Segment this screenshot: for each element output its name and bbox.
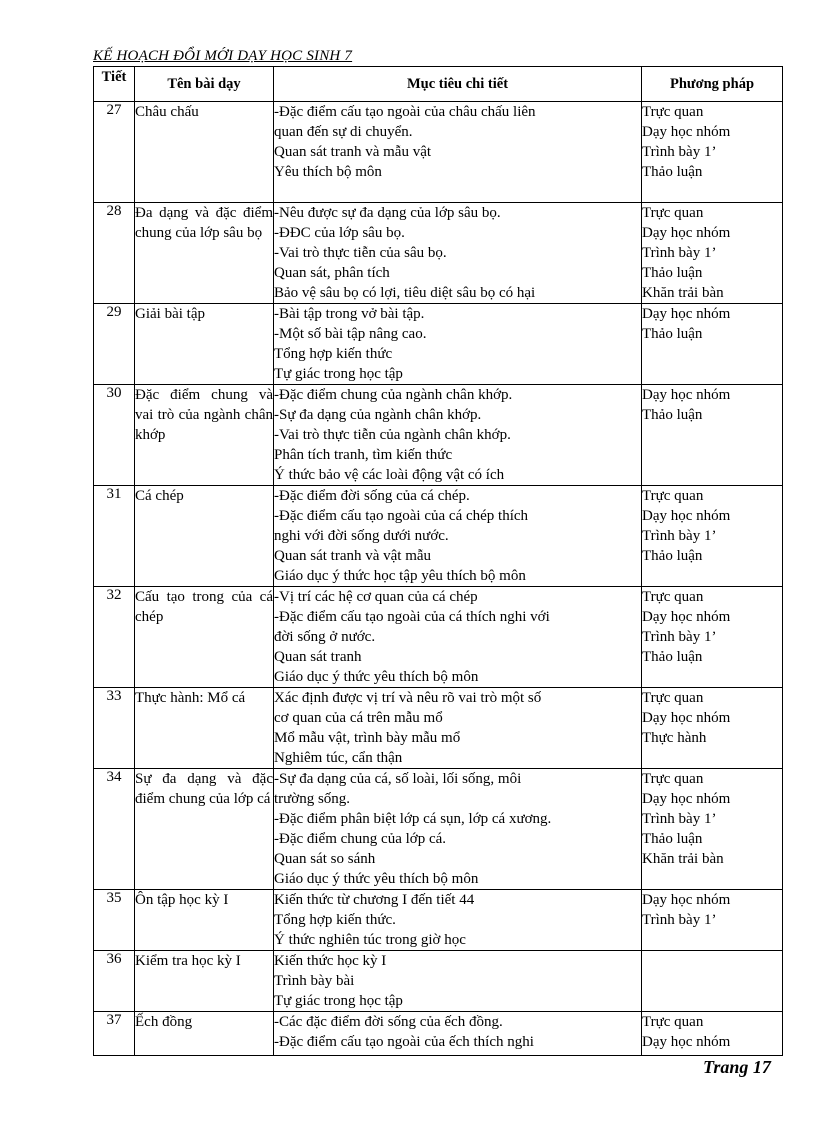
cell-ten-bai-day xyxy=(135,304,274,385)
cell-ten-bai-day xyxy=(135,587,274,688)
objective-line: -Đặc điểm đời sống của cá chép. xyxy=(274,488,470,504)
method-line: Trình bày 1’ xyxy=(642,912,717,928)
objective-line: -Sự đa dạng của cá, số loài, lối sống, môi xyxy=(274,771,522,787)
objective-line: -Đặc điểm phân biệt lớp cá sụn, lớp cá xương. xyxy=(274,811,552,827)
objective-line: Quan sát, phân tích xyxy=(274,265,390,281)
objective-line: Xác định được vị trí và nêu rõ vai trò một số xyxy=(274,690,542,706)
method-line: Thảo luận xyxy=(642,164,703,180)
cell-muc-tieu xyxy=(274,385,642,486)
cell-phuong-phap xyxy=(642,304,783,385)
objective-line: Tổng hợp kiến thức xyxy=(274,346,393,362)
cell-muc-tieu xyxy=(274,769,642,890)
method-line: Dạy học nhóm xyxy=(642,124,731,140)
cell-muc-tieu xyxy=(274,1012,642,1056)
lesson-name: Châu chấu xyxy=(135,104,199,120)
cell-phuong-phap xyxy=(642,203,783,304)
objective-line: Giáo dục ý thức yêu thích bộ môn xyxy=(274,669,479,685)
objective-line: nghi với đời sống dưới nước. xyxy=(274,528,449,544)
method-line: Thảo luận xyxy=(642,407,703,423)
cell-tiet: 27 xyxy=(94,102,135,203)
objective-line: -Các đặc điểm đời sống của ếch đồng. xyxy=(274,1014,503,1030)
method-line: Khăn trải bàn xyxy=(642,285,724,301)
objective-line: Ý thức nghiên túc trong giờ học xyxy=(274,932,466,948)
lesson-name: Thực hành: Mổ cá xyxy=(135,690,246,706)
cell-muc-tieu xyxy=(274,890,642,951)
cell-ten-bai-day xyxy=(135,769,274,890)
lesson-name: Sự đa dạng và đặc điểm chung của lớp cá xyxy=(135,771,273,807)
table-row xyxy=(94,385,783,486)
objective-line: -Đặc điểm cấu tạo ngoài của cá chép thích xyxy=(274,508,529,524)
objective-line: Giáo dục ý thức học tập yêu thích bộ môn xyxy=(274,568,526,584)
method-line: Trình bày 1’ xyxy=(642,144,717,160)
cell-ten-bai-day xyxy=(135,1012,274,1056)
objective-line: Bảo vệ sâu bọ có lợi, tiêu diệt sâu bọ có hại xyxy=(274,285,536,301)
cell-muc-tieu xyxy=(274,587,642,688)
method-line: Thảo luận xyxy=(642,831,703,847)
cell-muc-tieu xyxy=(274,102,642,203)
cell-tiet: 31 xyxy=(94,486,135,587)
header-tiet: Tiết xyxy=(94,67,135,102)
method-line: Trực quan xyxy=(642,690,704,706)
method-line: Thảo luận xyxy=(642,265,703,281)
method-line: Thảo luận xyxy=(642,649,703,665)
cell-tiet: 29 xyxy=(94,304,135,385)
objective-line: đời sống ở nước. xyxy=(274,629,376,645)
method-line: Dạy học nhóm xyxy=(642,1034,731,1050)
cell-phuong-phap xyxy=(642,688,783,769)
objective-line: -Đặc điểm chung của lớp cá. xyxy=(274,831,447,847)
lesson-name: Đa dạng và đặc điểm chung của lớp sâu bọ xyxy=(135,205,273,241)
lesson-name: Giải bài tập xyxy=(135,306,205,322)
method-line: Trực quan xyxy=(642,104,704,120)
objective-line: -Đặc điểm cấu tạo ngoài của ếch thích nghi xyxy=(274,1034,534,1050)
method-line: Dạy học nhóm xyxy=(642,791,731,807)
method-line: Dạy học nhóm xyxy=(642,710,731,726)
objective-line: -ĐĐC của lớp sâu bọ. xyxy=(274,225,405,241)
objective-line: Quan sát tranh và vật mẫu xyxy=(274,548,432,564)
table-row xyxy=(94,304,783,385)
objective-line: Phân tích tranh, tìm kiến thức xyxy=(274,447,453,463)
objective-line: -Đặc điểm chung của ngành chân khớp. xyxy=(274,387,513,403)
cell-phuong-phap xyxy=(642,385,783,486)
objective-line: Ý thức bảo vệ các loài động vật có ích xyxy=(274,467,505,483)
objective-line: -Nêu được sự đa dạng của lớp sâu bọ. xyxy=(274,205,501,221)
objective-line: -Vị trí các hệ cơ quan của cá chép xyxy=(274,589,478,605)
table-row xyxy=(94,102,783,203)
method-line: Trực quan xyxy=(642,771,704,787)
cell-phuong-phap xyxy=(642,1012,783,1056)
table-row xyxy=(94,688,783,769)
objective-line: Quan sát so sánh xyxy=(274,851,376,867)
lesson-name: Cấu tạo trong của cá chép xyxy=(135,589,273,625)
objective-line: Mổ mẫu vật, trình bày mẫu mổ xyxy=(274,730,461,746)
cell-muc-tieu xyxy=(274,203,642,304)
objective-line: -Vai trò thực tiễn của ngành chân khớp. xyxy=(274,427,511,443)
objective-line: -Vai trò thực tiễn của sâu bọ. xyxy=(274,245,447,261)
objective-line: Tự giác trong học tập xyxy=(274,993,403,1009)
objective-line: Nghiêm túc, cẩn thận xyxy=(274,750,403,766)
table-row xyxy=(94,1012,783,1056)
cell-phuong-phap xyxy=(642,102,783,203)
cell-tiet: 32 xyxy=(94,587,135,688)
cell-muc-tieu xyxy=(274,688,642,769)
method-line: Trình bày 1’ xyxy=(642,245,717,261)
cell-tiet: 28 xyxy=(94,203,135,304)
objective-line: Kiến thức học kỳ I xyxy=(274,953,387,969)
objective-line: Tự giác trong học tập xyxy=(274,366,403,382)
objective-line: Kiến thức từ chương I đến tiết 44 xyxy=(274,892,475,908)
cell-phuong-phap xyxy=(642,486,783,587)
cell-tiet: 37 xyxy=(94,1012,135,1056)
objective-line: quan đến sự di chuyển. xyxy=(274,124,413,140)
cell-ten-bai-day xyxy=(135,385,274,486)
page-number: Trang 17 xyxy=(703,1057,771,1077)
cell-tiet: 35 xyxy=(94,890,135,951)
table-row xyxy=(94,203,783,304)
cell-muc-tieu xyxy=(274,304,642,385)
document-header-title: KẾ HOẠCH ĐỔI MỚI DẠY HỌC SINH 7 xyxy=(93,48,353,64)
header-muc-tieu: Mục tiêu chi tiết xyxy=(274,67,642,102)
method-line: Trình bày 1’ xyxy=(642,528,717,544)
method-line: Thảo luận xyxy=(642,548,703,564)
cell-tiet: 34 xyxy=(94,769,135,890)
lesson-name: Ếch đồng xyxy=(135,1014,193,1030)
objective-line: Quan sát tranh và mẫu vật xyxy=(274,144,432,160)
cell-ten-bai-day xyxy=(135,102,274,203)
cell-ten-bai-day xyxy=(135,688,274,769)
objective-line: trường sống. xyxy=(274,791,351,807)
objective-line: -Đặc điểm cấu tạo ngoài của cá thích nghi với xyxy=(274,609,550,625)
cell-ten-bai-day xyxy=(135,486,274,587)
method-line: Trực quan xyxy=(642,488,704,504)
method-line: Trình bày 1’ xyxy=(642,629,717,645)
cell-phuong-phap xyxy=(642,587,783,688)
objective-line: Quan sát tranh xyxy=(274,649,362,665)
cell-ten-bai-day xyxy=(135,951,274,1012)
cell-tiet: 30 xyxy=(94,385,135,486)
objective-line: Yêu thích bộ môn xyxy=(274,164,382,180)
objective-line: Giáo dục ý thức yêu thích bộ môn xyxy=(274,871,479,887)
table-row xyxy=(94,890,783,951)
header-phuong-phap: Phương pháp xyxy=(642,67,783,102)
method-line: Trực quan xyxy=(642,205,704,221)
cell-ten-bai-day xyxy=(135,890,274,951)
method-line: Dạy học nhóm xyxy=(642,508,731,524)
objective-line: Tổng hợp kiến thức. xyxy=(274,912,396,928)
cell-phuong-phap xyxy=(642,951,783,1012)
table-row xyxy=(94,769,783,890)
method-line: Dạy học nhóm xyxy=(642,387,731,403)
lesson-name: Ôn tập học kỳ I xyxy=(135,892,229,908)
cell-tiet: 36 xyxy=(94,951,135,1012)
cell-phuong-phap xyxy=(642,769,783,890)
objective-line: -Bài tập trong vở bài tập. xyxy=(274,306,425,322)
cell-muc-tieu xyxy=(274,486,642,587)
lesson-plan-table xyxy=(93,66,783,1056)
table-header-row xyxy=(94,67,783,102)
method-line: Trình bày 1’ xyxy=(642,811,717,827)
objective-line: -Đặc điểm cấu tạo ngoài của châu chấu liên xyxy=(274,104,536,120)
cell-tiet: 33 xyxy=(94,688,135,769)
table-row xyxy=(94,587,783,688)
objective-line: -Một số bài tập nâng cao. xyxy=(274,326,427,342)
method-line: Dạy học nhóm xyxy=(642,609,731,625)
cell-ten-bai-day xyxy=(135,203,274,304)
cell-phuong-phap xyxy=(642,890,783,951)
table-row xyxy=(94,486,783,587)
method-line: Dạy học nhóm xyxy=(642,892,731,908)
method-line: Trực quan xyxy=(642,1014,704,1030)
lesson-name: Đặc điểm chung và vai trò của ngành chân khớp xyxy=(135,387,273,443)
method-line: Dạy học nhóm xyxy=(642,225,731,241)
header-ten-bai-day: Tên bài dạy xyxy=(135,67,274,102)
table-row xyxy=(94,951,783,1012)
objective-line: Trình bày bài xyxy=(274,973,355,989)
lesson-name: Cá chép xyxy=(135,488,184,504)
objective-line: -Sự đa dạng của ngành chân khớp. xyxy=(274,407,482,423)
objective-line: cơ quan của cá trên mẫu mổ xyxy=(274,710,443,726)
method-line: Trực quan xyxy=(642,589,704,605)
table-body xyxy=(94,102,783,1056)
method-line: Thảo luận xyxy=(642,326,703,342)
method-line: Dạy học nhóm xyxy=(642,306,731,322)
lesson-name: Kiểm tra học kỳ I xyxy=(135,953,241,969)
method-line: Thực hành xyxy=(642,730,707,746)
method-line: Khăn trải bàn xyxy=(642,851,724,867)
cell-muc-tieu xyxy=(274,951,642,1012)
